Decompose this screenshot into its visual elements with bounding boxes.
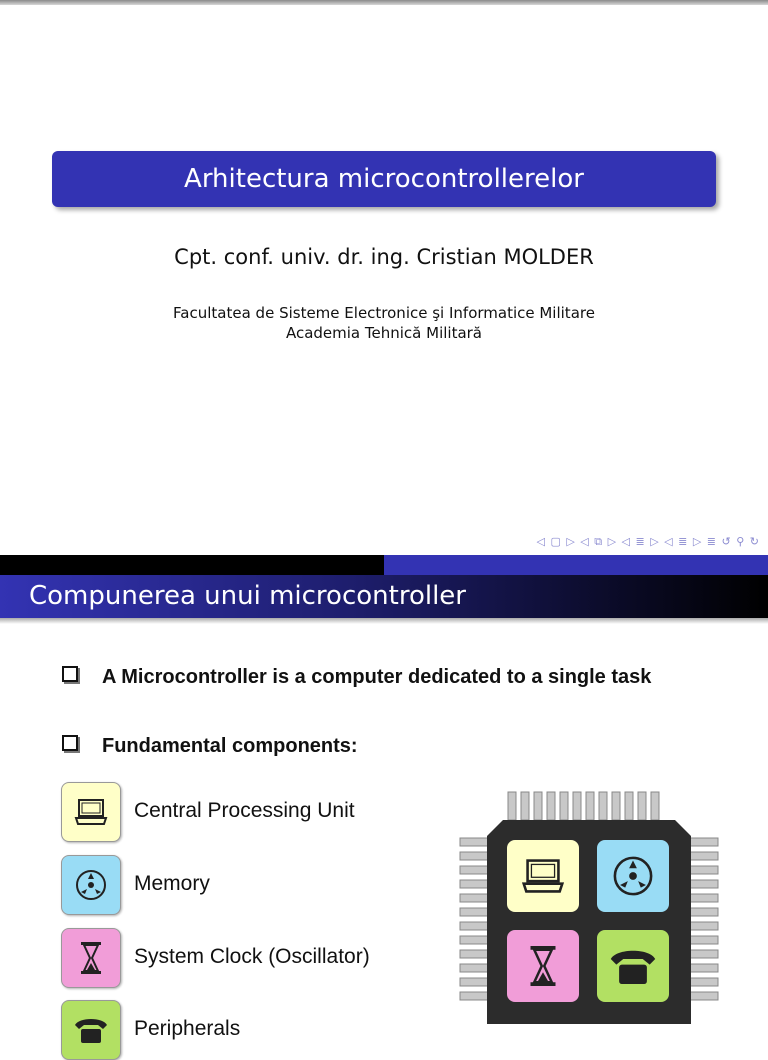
component-label-cpu: Central Processing Unit bbox=[134, 799, 355, 822]
beamer-navigation[interactable]: ◁ ▢ ▷ ◁ ⧉ ▷ ◁ ≣ ▷ ◁ ≣ ▷ ≣ ↺ ⚲ ↻ bbox=[536, 535, 760, 548]
slide2-title: Compunerea unui microcontroller bbox=[0, 575, 768, 618]
slide1-title: Arhitectura microcontrollerelor bbox=[52, 151, 716, 207]
laptop-icon bbox=[74, 798, 108, 826]
chip-memory-tile bbox=[597, 840, 669, 912]
component-label-memory: Memory bbox=[134, 872, 210, 895]
bullet-components-text: Fundamental components: bbox=[102, 735, 358, 757]
bullet-definition-text: A Microcontroller is a computer dedicated to a single task bbox=[102, 666, 652, 688]
chip-cpu-tile bbox=[507, 840, 579, 912]
faculty-name: Facultatea de Sisteme Electronice şi Informatice Militare bbox=[173, 304, 595, 322]
telephone-icon bbox=[608, 945, 658, 987]
bullet-components bbox=[62, 735, 358, 758]
academy-name: Academia Tehnică Militară bbox=[285, 324, 483, 342]
laptop-icon bbox=[521, 858, 565, 894]
bullet-definition bbox=[62, 666, 651, 689]
title-shadow bbox=[0, 618, 768, 624]
hourglass-icon bbox=[528, 944, 558, 988]
disc-icon bbox=[74, 868, 108, 902]
checkbox-bullet-icon bbox=[62, 735, 78, 751]
chip-clock-tile bbox=[507, 930, 579, 1002]
hourglass-icon bbox=[79, 941, 103, 975]
cpu-tile bbox=[61, 782, 121, 842]
header-bar-right bbox=[384, 555, 768, 575]
chip-peripherals-tile bbox=[597, 930, 669, 1002]
disc-icon bbox=[611, 854, 655, 898]
telephone-icon bbox=[73, 1015, 109, 1045]
checkbox-bullet-icon bbox=[62, 666, 78, 682]
microcontroller-chip bbox=[487, 820, 691, 1024]
slide-top-rule bbox=[0, 0, 768, 5]
header-bar-left bbox=[0, 555, 384, 575]
memory-tile bbox=[61, 855, 121, 915]
author-name: Cpt. conf. univ. dr. ing. Cristian MOLDER bbox=[174, 245, 594, 269]
clock-tile bbox=[61, 928, 121, 988]
component-label-clock: System Clock (Oscillator) bbox=[134, 945, 370, 968]
peripherals-tile bbox=[61, 1000, 121, 1060]
component-label-peripherals: Peripherals bbox=[134, 1017, 241, 1040]
institution bbox=[0, 303, 768, 343]
